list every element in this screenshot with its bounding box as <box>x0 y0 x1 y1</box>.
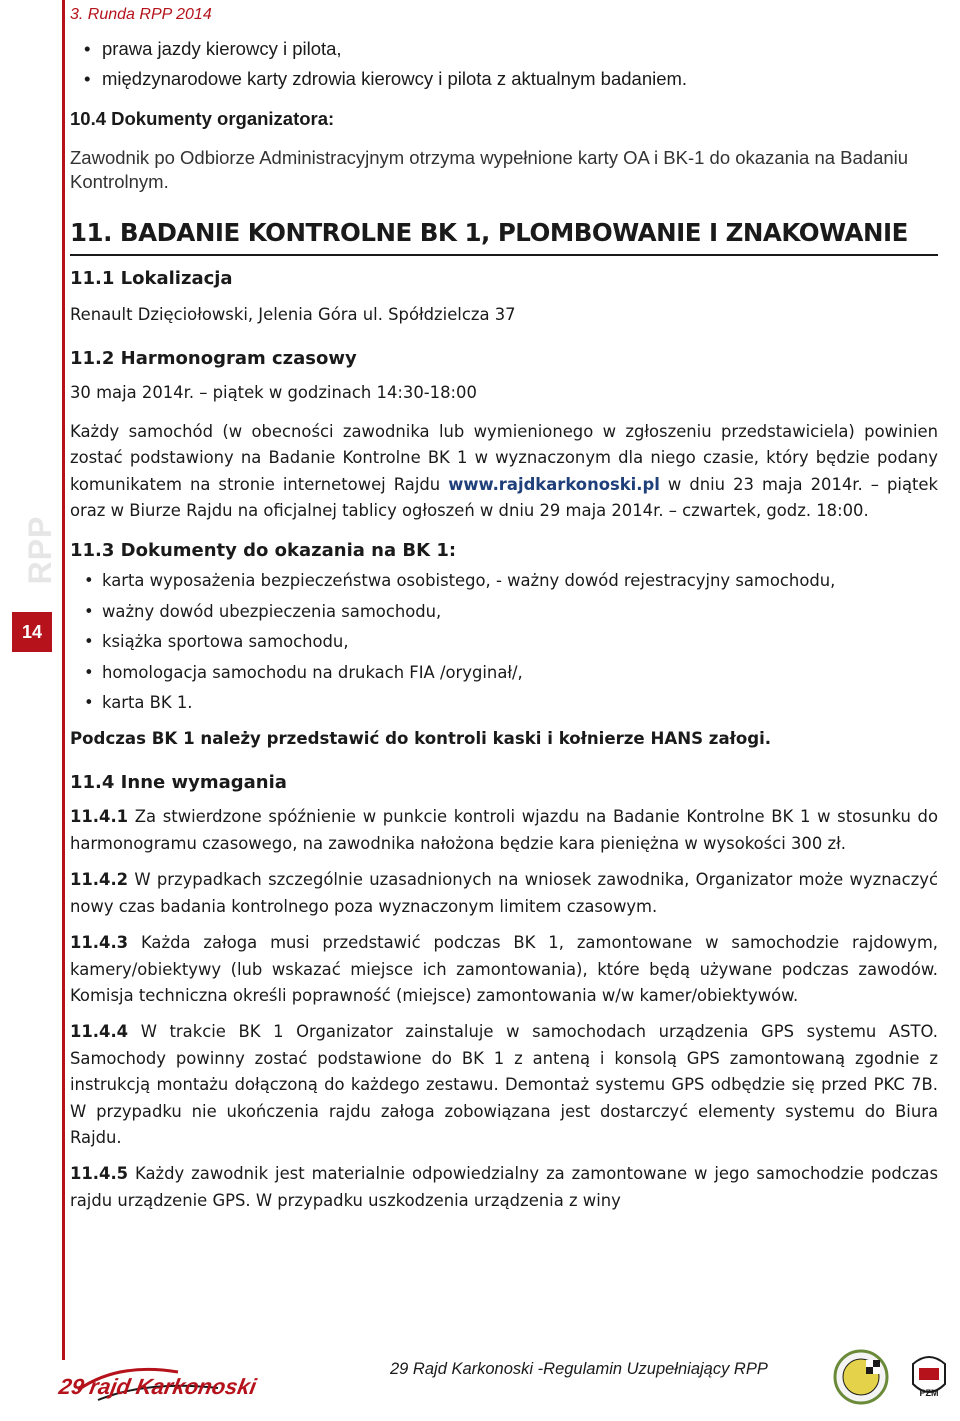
page-number: 14 <box>21 621 43 642</box>
section-11-title: 11. BADANIE KONTROLNE BK 1, PLOMBOWANIE I ZNAKOWANIE <box>70 216 938 256</box>
rajd-karkonoski-logo <box>57 1360 259 1412</box>
section-11-2-heading: 11.2 Harmonogram czasowy <box>70 348 357 370</box>
section-10-4-heading: 10.4 Dokumenty organizatora: <box>70 108 335 129</box>
list-item: • książka sportowa samochodu, <box>84 629 938 655</box>
item-text: W trakcie BK 1 Organizator zainstaluje w samochodach urządzenia GPS systemu ASTO. Samochody powinny zostać podstawione do BK 1 z anteną i konsolą GPS zamontowaną zgodnie z instrukcją montażu dołączoną do każdego zestawu. Demontaż systemu GPS odbędzie się przed PKC 7B. W przypadku nie ukończenia rajdu załoga zobowiązana jest dostarczyć elementy systemu do Biura Rajdu. <box>70 1022 938 1147</box>
section-11-2-date: 30 maja 2014r. – piątek w godzinach 14:30-18:00 <box>70 383 477 403</box>
list-item: • homologacja samochodu na drukach FIA /oryginał/, <box>84 660 938 686</box>
list-item: • międzynarodowe karty zdrowia kierowcy i pilota z aktualnym badaniem. <box>84 64 938 94</box>
section-11-1-text: Renault Dzięciołowski, Jelenia Góra ul. Spółdzielcza 37 <box>70 305 516 324</box>
pzm-logo <box>905 1350 953 1404</box>
paragraph-text-part1: Każdy samochód (w obecności zawodnika lub wymienionego w zgłoszeniu przedstawiciela) powinien zostać podstawiony na Badanie Kontrolne BK 1 w wyznaczonym dla niego czasie, który będzie podany komunikatem na stronie internetowej Rajdu <box>70 421 938 494</box>
list-item: • karta BK 1. <box>84 690 938 716</box>
document-body <box>70 34 938 1214</box>
section-11-1-heading: 11.1 Lokalizacja <box>70 268 233 289</box>
section-11-3-heading: 11.3 Dokumenty do okazania na BK 1: <box>70 540 457 562</box>
documents-list-top <box>70 34 938 94</box>
region-emblem-logo <box>832 1348 890 1406</box>
item-number: 11.4.4 <box>70 1022 129 1042</box>
section-11-4-heading: 11.4 Inne wymagania <box>70 772 287 794</box>
page-number-badge <box>12 612 52 652</box>
item-number: 11.4.5 <box>70 1164 129 1184</box>
section-11-4-3 <box>70 930 938 1009</box>
list-item: • prawa jazdy kierowcy i pilota, <box>84 34 938 64</box>
item-text: Każdy zawodnik jest materialnie odpowiedzialny za zamontowane w jego samochodzie podczas rajdu urządzenie GPS. W przypadku uszkodzenia urządzenia z winy <box>70 1164 938 1210</box>
left-margin-rule <box>62 0 65 1360</box>
page-header-title: 3. Runda RPP 2014 <box>70 6 212 23</box>
item-text: W przypadkach szczególnie uzasadnionych na wniosek zawodnika, Organizator może wyznaczyć nowy czas badania kontrolnego poza wyznaczonym limitem czasowym. <box>70 870 938 916</box>
logo-right-text: PZM <box>919 1388 939 1398</box>
section-11-3-list <box>70 568 938 716</box>
item-number: 11.4.1 <box>70 807 129 827</box>
section-10-4-text: Zawodnik po Odbiorze Administracyjnym otrzyma wypełnione karty OA i BK-1 do okazania na Badaniu Kontrolnym. <box>70 147 909 192</box>
section-11-4-5 <box>70 1161 938 1214</box>
footer-title: 29 Rajd Karkonoski -Regulamin Uzupełniający RPP <box>390 1360 768 1378</box>
paragraph-text-part2: w dniu 23 maja 2014r. – piątek oraz w Biurze Rajdu na oficjalnej tablicy ogłoszeń w dniu 29 maja 2014r. – czwartek, godz. 18:00. <box>70 474 938 521</box>
side-label-rpp: RPP <box>22 515 58 585</box>
list-item: • karta wyposażenia bezpieczeństwa osobistego, - ważny dowód rejestracyjny samochodu, <box>84 568 938 594</box>
section-11-2-paragraph <box>70 419 938 525</box>
item-text: Za stwierdzone spóźnienie w punkcie kontroli wjazdu na Badanie Kontrolne BK 1 w stosunku do harmonogramu czasowego, na zawodnika nałożona będzie kara pieniężna w wysokości 300 zł. <box>70 807 938 853</box>
logo-left-text: 29 rajd Karkonoski <box>57 1374 259 1399</box>
item-number: 11.4.2 <box>70 870 129 890</box>
item-number: 11.4.3 <box>70 933 129 953</box>
section-11-4-4 <box>70 1019 938 1151</box>
section-11-3-bold-note: Podczas BK 1 należy przedstawić do kontroli kaski i kołnierze HANS załogi. <box>70 729 772 749</box>
list-item: • ważny dowód ubezpieczenia samochodu, <box>84 599 938 625</box>
section-11-4-1 <box>70 804 938 857</box>
item-text: Każda załoga musi przedstawić podczas BK 1, zamontowane w samochodzie rajdowym, kamery/obiektywy (lub wskazać miejsce ich zamontowania), które będą używane podczas zawodów. Komisja techniczna określi poprawność (miejsce) zamontowania w/w kamer/obiektywów. <box>70 933 938 1005</box>
section-11-4-2 <box>70 867 938 920</box>
rally-website-link[interactable]: www.rajdkarkonoski.pl <box>448 474 660 494</box>
